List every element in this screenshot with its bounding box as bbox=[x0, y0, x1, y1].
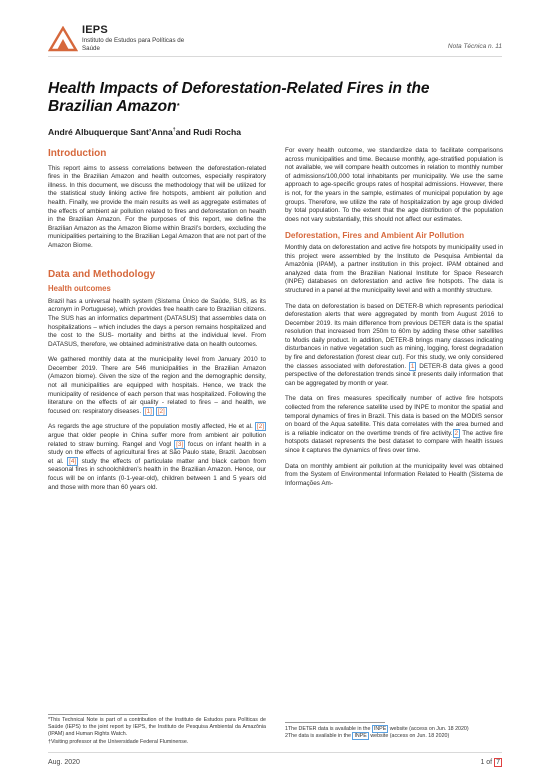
paragraph-deforestation-1: Monthly data on deforestation and active fire hotspots by municipality used in this project were assembled by the Instituto de Pesquisa Ambiental da Amazônia (IPAM), a partner institution in this project. IPAM obtained and analyzed data from the Brazilian National Institute for Space Research (INPE) databases on deforestation and active fire hotspots. The data is structured in a panel at the municipality level and with a monthly structure. bbox=[285, 243, 503, 294]
left-column bbox=[48, 150, 266, 499]
citation-link[interactable]: [3] bbox=[176, 440, 184, 448]
footer-divider bbox=[48, 752, 502, 753]
footnote-divider bbox=[48, 714, 148, 715]
inpe-link[interactable]: INPE bbox=[354, 733, 367, 740]
logo-subtitle: Instituto de Estudos para Políticas de Saúde bbox=[82, 37, 185, 52]
paragraph-deforestation-2: The data on deforestation is based on DETER-B which represents periodical deforestation alerts that were aggregated by month from August 2016 to December 2019. Its main difference from previous DETER data is the spatial resolution that increased from 250m to 60m by adding these other satellites to Modis daily product. In addition, DETER-B brings many classes indicating disturbances in native vegetation such as mining, logging, forest degradation by fire and deforestation (forest clear cut). For this study, we only considered the classes associated with deforestation. 1 DETER-B data gives a good perspective of the deforestation trends since it presents daily information that can be aggregated by month or year. bbox=[285, 302, 503, 387]
citation-link[interactable]: [2] bbox=[157, 407, 165, 415]
heading-deforestation: Deforestation, Fires and Ambient Air Pollution bbox=[285, 231, 465, 241]
footnote-dagger: †Visiting professor at the Universidade Federal Fluminense. bbox=[48, 738, 189, 745]
header-divider bbox=[48, 56, 502, 57]
heading-introduction: Introduction bbox=[48, 148, 107, 159]
footer-date: Aug. 2020 bbox=[48, 759, 80, 766]
ieps-logo-icon bbox=[48, 26, 78, 52]
footnote-star: *This Technical Note is part of a contribution of the Instituto de Estudos para Políticas de Saúde (IEPS) to the joint report by IEPS, the Instituto de Pesquisa Ambiental da Amazônia (IPAM) and Human Rights Watch. bbox=[48, 717, 266, 738]
total-pages-link[interactable]: 7 bbox=[496, 759, 500, 766]
paragraph-health-3: As regards the age structure of the population mostly affected, He et al. [2] argue that older people in China suffer more from ambient air pollution related to straw burning. Rangel and Vogl [3] focus on infant health in a study on the effects of agricultural fires at São Paulo state, Brazil. Jacobsen et al. [4] study the effects of particulate matter and black carbon from seasonal fires in schoolchildren’s health in the Brazilian Amazon. Hence, our focus will be on infants (0-1-year-old), children between 1 and 5 years old and those with more than 60 years old. bbox=[48, 423, 267, 491]
citation-link[interactable]: [2] bbox=[256, 423, 264, 431]
series-label: Nota Técnica n. 11 bbox=[447, 43, 502, 50]
footnote-link[interactable]: 2 bbox=[454, 429, 459, 437]
author-footnote-mark: † bbox=[172, 127, 176, 133]
citation-link[interactable]: [1] bbox=[144, 407, 152, 415]
heading-data-methodology: Data and Methodology bbox=[48, 268, 156, 280]
logo-name: IEPS bbox=[82, 24, 108, 36]
heading-health-outcomes: Health outcomes bbox=[48, 284, 111, 294]
footnotes-left bbox=[48, 717, 266, 746]
paragraph-health-1: Brazil has a universal health system (Sistema Único de Saúde, SUS, as its acronym in Portuguese), which provides free health care to Brazilian citizens. The SUS has an informatics department (DATASUS) that assembles data on hospitalizations – which includes the days a person remains hospitalized and the cost to the SUS- mortality and births at the individual level. From DATASUS, therefore, we obtained administrative data on health outcomes. bbox=[48, 297, 266, 348]
paragraph-standardize: For every health outcome, we standardize data to facilitate comparisons across municipalities and time. Because monthly, age-stratified population is not available, we will compare health outcomes in relation to monthly number of admissions/100,000 total inhabitants per municipality. We use the same approach to age-specific groups rates of hospital admissions. However, there is not, for the years in the sample, estimates of municipal population by age groups. Therefore, we utilize the rate of hospitalization by age group divided by total population. To the extent that the age distribution of the population does not vary substantially, this should not affect our estimates. bbox=[285, 147, 503, 223]
inpe-link[interactable]: INPE bbox=[373, 726, 387, 732]
footnote-link[interactable]: 1 bbox=[410, 362, 415, 370]
citation-link[interactable]: [4] bbox=[69, 457, 77, 465]
footnote-2: 2The data is available in the INPE website (access on Jun. 18 2020) bbox=[285, 733, 450, 740]
author-line: André Albuquerque Sant’Anna†and Rudi Rocha bbox=[48, 127, 241, 137]
paragraph-introduction: This report aims to assess correlations between the deforestation-related fires in the Brazilian Amazon and health outcomes, especially respiratory illness. In this document, we discuss the methodology that will be utilized for the statistical study linking active fire hotspots, ambient air pollution and health. Finally, we provide the main results as well as aggregate estimates of the effects of ambient air pollution related to fires and deforestation on health in the Brazilian Amazon. For the purposes of this report, we define the Brazilian Amazon as the Amazon Biome within Brazil’s borders, excluding the municipalities pertaining to the Brazilian Legal Amazon that are not part of the Amazon Biome. bbox=[48, 164, 266, 249]
title-footnote-mark: * bbox=[176, 103, 180, 110]
paragraph-fires: The data on fires measures specifically number of active fire hotspots collected from the reference satellite used by INPE to monitor the spatial and temporal dynamics of fires in Brazil. This data is based on the MODIS sensor on board of the Aqua satellite. This data correlates with the area burned and is a reliable indicator on the overtime trends of fire activity. 2 The active fire hotspots dataset represents the best dataset to compare with health issues since it captures the dynamics of fires over time. bbox=[285, 395, 503, 454]
paragraph-air-pollution: Data on monthly ambient air pollution at the municipality level was obtained from the System of Environmental Information Related to Health (Sistema de Informações Am- bbox=[285, 462, 503, 487]
footnotes-right bbox=[285, 726, 503, 740]
footnote-divider bbox=[285, 722, 385, 723]
paragraph-health-2: We gathered monthly data at the municipality level from January 2010 to December 2019. There are 546 municipalities in the Brazilian Amazon (Amazon biome). Given the size of the region and the demographic density, not all municipalities are equipped with hospitals. Hence, we track the municipality of residence of each person that was hospitalized. Following the literature on the effects of air quality - related to fires – and health, we focused on: respiratory diseases. [1] [2] bbox=[48, 356, 266, 415]
right-column bbox=[285, 147, 503, 495]
page-number: 1 of 7 bbox=[480, 759, 500, 766]
paper-title: Health Impacts of Deforestation-Related Fires in the Brazilian Amazon* bbox=[48, 80, 430, 115]
footnote-1: 1The DETER data is available in the INPE website (access on Jun. 18 2020) bbox=[285, 726, 469, 732]
